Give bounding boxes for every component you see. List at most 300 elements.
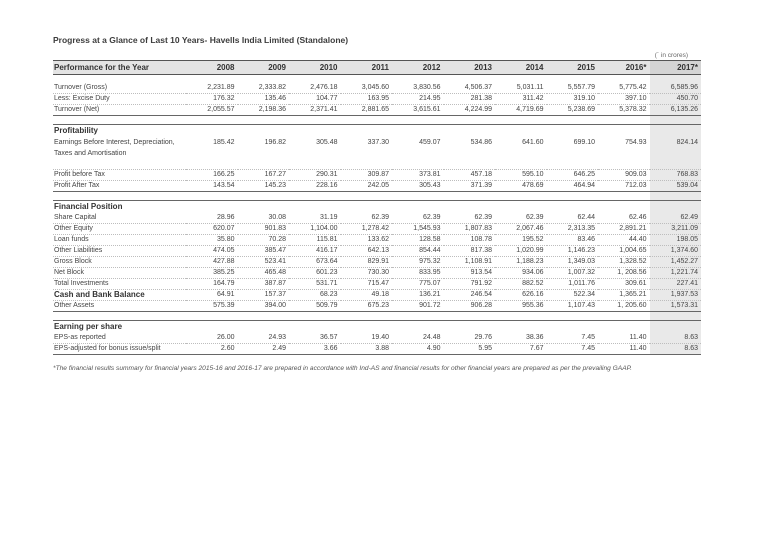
spacer-cell (186, 192, 238, 201)
value-cell: 1,374.60 (650, 246, 702, 257)
empty-cell (547, 201, 599, 214)
spacer-cell (289, 192, 341, 201)
value-cell: 1,107.43 (547, 301, 599, 312)
value-cell: 509.79 (289, 301, 341, 312)
value-cell: 620.07 (186, 224, 238, 235)
value-cell: 19.40 (341, 333, 393, 344)
value-cell: 901.72 (392, 301, 444, 312)
value-cell: 1,452.27 (650, 257, 702, 268)
empty-cell (547, 125, 599, 138)
value-cell: 62.39 (341, 213, 393, 224)
value-cell: 3.88 (341, 344, 393, 355)
value-cell: 906.28 (444, 301, 496, 312)
value-cell: 626.16 (495, 290, 547, 301)
spacer-cell (186, 312, 238, 321)
value-cell: 465.48 (238, 268, 290, 279)
value-cell: 290.31 (289, 170, 341, 181)
value-cell: 5,557.79 (547, 83, 599, 94)
spacer-cell (650, 75, 702, 84)
table-row (53, 301, 701, 312)
value-cell: 49.18 (341, 290, 393, 301)
value-cell: 24.48 (392, 333, 444, 344)
table-row (53, 333, 701, 344)
row-label: Other Equity (53, 224, 186, 235)
value-cell: 2.60 (186, 344, 238, 355)
empty-cell (547, 321, 599, 334)
row-label: Profit before Tax (53, 170, 186, 181)
row-label: Other Liabilities (53, 246, 186, 257)
spacer-cell (341, 192, 393, 201)
value-cell: 459.07 (392, 137, 444, 170)
value-cell: 1,278.42 (341, 224, 393, 235)
value-cell: 44.40 (598, 235, 650, 246)
value-cell: 715.47 (341, 279, 393, 290)
value-cell: 6,585.96 (650, 83, 702, 94)
year-header: 2014 (495, 61, 547, 75)
spacer-cell (392, 192, 444, 201)
empty-cell (392, 201, 444, 214)
row-label: Earnings Before Interest, Depreciation, Taxes and Amortisation (53, 137, 186, 170)
value-cell: 5.95 (444, 344, 496, 355)
value-cell: 2,476.18 (289, 83, 341, 94)
value-cell: 337.30 (341, 137, 393, 170)
spacer-row (53, 312, 701, 321)
table-row (53, 170, 701, 181)
empty-cell (238, 201, 290, 214)
row-label: Loan funds (53, 235, 186, 246)
value-cell: 882.52 (495, 279, 547, 290)
value-cell: 4,719.69 (495, 105, 547, 116)
empty-cell (289, 201, 341, 214)
spacer-cell (341, 312, 393, 321)
value-cell: 601.23 (289, 268, 341, 279)
spacer-cell (238, 312, 290, 321)
row-label: Less: Excise Duty (53, 94, 186, 105)
row-label: Total Investments (53, 279, 186, 290)
table-row (53, 213, 701, 224)
value-cell: 11.40 (598, 333, 650, 344)
section-title-row (53, 321, 701, 334)
value-cell: 62.49 (650, 213, 702, 224)
header-row (53, 61, 701, 75)
value-cell: 909.03 (598, 170, 650, 181)
value-cell: 1, 208.56 (598, 268, 650, 279)
empty-cell (495, 201, 547, 214)
value-cell: 62.39 (392, 213, 444, 224)
year-header: 2017* (650, 61, 702, 75)
value-cell: 975.32 (392, 257, 444, 268)
empty-cell (341, 125, 393, 138)
value-cell: 416.17 (289, 246, 341, 257)
value-cell: 68.23 (289, 290, 341, 301)
row-label: Net Block (53, 268, 186, 279)
value-cell: 450.70 (650, 94, 702, 105)
value-cell: 195.52 (495, 235, 547, 246)
value-cell: 64.91 (186, 290, 238, 301)
value-cell: 3.66 (289, 344, 341, 355)
value-cell: 675.23 (341, 301, 393, 312)
section-title-row (53, 201, 701, 214)
value-cell: 934.06 (495, 268, 547, 279)
value-cell: 62.39 (444, 213, 496, 224)
value-cell: 305.48 (289, 137, 341, 170)
value-cell: 5,775.42 (598, 83, 650, 94)
table-row (53, 279, 701, 290)
value-cell: 309.87 (341, 170, 393, 181)
value-cell: 163.95 (341, 94, 393, 105)
year-header: 2009 (238, 61, 290, 75)
value-cell: 5,378.32 (598, 105, 650, 116)
value-cell: 1,146.23 (547, 246, 599, 257)
header-label: Performance for the Year (53, 61, 186, 75)
value-cell: 2,371.41 (289, 105, 341, 116)
value-cell: 833.95 (392, 268, 444, 279)
value-cell: 2,313.35 (547, 224, 599, 235)
value-cell: 2,231.89 (186, 83, 238, 94)
table-row (53, 235, 701, 246)
table-row (53, 246, 701, 257)
row-label: Turnover (Net) (53, 105, 186, 116)
spacer-cell (650, 192, 702, 201)
value-cell: 534.86 (444, 137, 496, 170)
spacer-cell (53, 312, 186, 321)
value-cell: 1,020.99 (495, 246, 547, 257)
value-cell: 1,108.91 (444, 257, 496, 268)
value-cell: 2,881.65 (341, 105, 393, 116)
table-row (53, 94, 701, 105)
value-cell: 24.93 (238, 333, 290, 344)
spacer-row (53, 75, 701, 84)
value-cell: 754.93 (598, 137, 650, 170)
value-cell: 3,211.09 (650, 224, 702, 235)
value-cell: 311.42 (495, 94, 547, 105)
row-label: Profit After Tax (53, 181, 186, 192)
spacer-row (53, 192, 701, 201)
table-row (53, 83, 701, 94)
empty-cell (598, 201, 650, 214)
value-cell: 145.23 (238, 181, 290, 192)
value-cell: 642.13 (341, 246, 393, 257)
spacer-cell (650, 312, 702, 321)
value-cell: 2,333.82 (238, 83, 290, 94)
value-cell: 128.58 (392, 235, 444, 246)
value-cell: 1,104.00 (289, 224, 341, 235)
value-cell: 1,328.52 (598, 257, 650, 268)
value-cell: 1,007.32 (547, 268, 599, 279)
value-cell: 646.25 (547, 170, 599, 181)
value-cell: 901.83 (238, 224, 290, 235)
empty-cell (444, 321, 496, 334)
value-cell: 394.00 (238, 301, 290, 312)
value-cell: 143.54 (186, 181, 238, 192)
spacer-cell (238, 75, 290, 84)
value-cell: 595.10 (495, 170, 547, 181)
spacer-cell (495, 116, 547, 125)
spacer-cell (547, 312, 599, 321)
row-label: EPS-adjusted for bonus issue/split (53, 344, 186, 355)
value-cell: 824.14 (650, 137, 702, 170)
value-cell: 385.47 (238, 246, 290, 257)
value-cell: 7.45 (547, 344, 599, 355)
value-cell: 62.44 (547, 213, 599, 224)
value-cell: 575.39 (186, 301, 238, 312)
value-cell: 1,937.53 (650, 290, 702, 301)
table-row (53, 257, 701, 268)
empty-cell (238, 321, 290, 334)
year-header: 2012 (392, 61, 444, 75)
empty-cell (186, 125, 238, 138)
value-cell: 246.54 (444, 290, 496, 301)
value-cell: 104.77 (289, 94, 341, 105)
value-cell: 829.91 (341, 257, 393, 268)
spacer-cell (53, 75, 186, 84)
value-cell: 281.38 (444, 94, 496, 105)
value-cell: 1,573.31 (650, 301, 702, 312)
value-cell: 531.71 (289, 279, 341, 290)
value-cell: 38.36 (495, 333, 547, 344)
value-cell: 227.41 (650, 279, 702, 290)
value-cell: 70.28 (238, 235, 290, 246)
value-cell: 115.81 (289, 235, 341, 246)
empty-cell (341, 201, 393, 214)
value-cell: 3,045.60 (341, 83, 393, 94)
spacer-cell (186, 116, 238, 125)
section-title: Financial Position (53, 201, 186, 214)
value-cell: 775.07 (392, 279, 444, 290)
table-row (53, 224, 701, 235)
spacer-cell (238, 116, 290, 125)
empty-cell (444, 201, 496, 214)
table-row (53, 137, 701, 170)
empty-cell (392, 125, 444, 138)
spacer-cell (547, 116, 599, 125)
value-cell: 214.95 (392, 94, 444, 105)
table-row (53, 290, 701, 301)
value-cell: 305.43 (392, 181, 444, 192)
value-cell: 1,365.21 (598, 290, 650, 301)
footnote: *The financial results summary for financial years 2015-16 and 2016-17 are prepared in accordance with Ind-AS and financial results for other financial years are prepared as per the prevailing GAAP. (53, 365, 632, 372)
spacer-cell (53, 116, 186, 125)
spacer-cell (289, 312, 341, 321)
row-label: EPS-as reported (53, 333, 186, 344)
empty-cell (650, 321, 702, 334)
value-cell: 83.46 (547, 235, 599, 246)
value-cell: 135.46 (238, 94, 290, 105)
value-cell: 185.42 (186, 137, 238, 170)
value-cell: 457.18 (444, 170, 496, 181)
section-title-row (53, 125, 701, 138)
value-cell: 2,891.21 (598, 224, 650, 235)
empty-cell (238, 125, 290, 138)
value-cell: 164.79 (186, 279, 238, 290)
value-cell: 4,506.37 (444, 83, 496, 94)
year-header: 2013 (444, 61, 496, 75)
spacer-cell (650, 116, 702, 125)
value-cell: 62.46 (598, 213, 650, 224)
value-cell: 913.54 (444, 268, 496, 279)
table-row (53, 181, 701, 192)
empty-cell (650, 125, 702, 138)
value-cell: 699.10 (547, 137, 599, 170)
value-cell: 7.67 (495, 344, 547, 355)
ten-year-summary-table (53, 60, 701, 355)
spacer-cell (598, 192, 650, 201)
value-cell: 196.82 (238, 137, 290, 170)
value-cell: 2,055.57 (186, 105, 238, 116)
year-header: 2010 (289, 61, 341, 75)
value-cell: 242.05 (341, 181, 393, 192)
unit-note: (` in crores) (654, 52, 688, 59)
value-cell: 30.08 (238, 213, 290, 224)
empty-cell (650, 201, 702, 214)
table-row (53, 105, 701, 116)
value-cell: 28.96 (186, 213, 238, 224)
spacer-cell (547, 192, 599, 201)
empty-cell (186, 201, 238, 214)
value-cell: 309.61 (598, 279, 650, 290)
value-cell: 62.39 (495, 213, 547, 224)
year-header: 2016* (598, 61, 650, 75)
spacer-cell (495, 312, 547, 321)
value-cell: 8.63 (650, 333, 702, 344)
spacer-cell (238, 192, 290, 201)
spacer-cell (598, 75, 650, 84)
value-cell: 133.62 (341, 235, 393, 246)
value-cell: 157.37 (238, 290, 290, 301)
value-cell: 474.05 (186, 246, 238, 257)
value-cell: 385.25 (186, 268, 238, 279)
row-label: Cash and Bank Balance (53, 290, 186, 301)
value-cell: 167.27 (238, 170, 290, 181)
empty-cell (186, 321, 238, 334)
value-cell: 2,198.36 (238, 105, 290, 116)
value-cell: 1,188.23 (495, 257, 547, 268)
spacer-cell (341, 116, 393, 125)
value-cell: 464.94 (547, 181, 599, 192)
page-title: Progress at a Glance of Last 10 Years- Havells India Limited (Standalone) (53, 35, 349, 45)
value-cell: 539.04 (650, 181, 702, 192)
value-cell: 4,224.99 (444, 105, 496, 116)
spacer-cell (444, 192, 496, 201)
value-cell: 5,031.11 (495, 83, 547, 94)
value-cell: 166.25 (186, 170, 238, 181)
spacer-cell (495, 192, 547, 201)
value-cell: 387.87 (238, 279, 290, 290)
value-cell: 673.64 (289, 257, 341, 268)
value-cell: 1,545.93 (392, 224, 444, 235)
spacer-cell (598, 116, 650, 125)
empty-cell (495, 321, 547, 334)
value-cell: 3,615.61 (392, 105, 444, 116)
row-label: Share Capital (53, 213, 186, 224)
year-header: 2011 (341, 61, 393, 75)
spacer-cell (53, 192, 186, 201)
row-label: Gross Block (53, 257, 186, 268)
value-cell: 854.44 (392, 246, 444, 257)
table-row (53, 268, 701, 279)
value-cell: 427.88 (186, 257, 238, 268)
value-cell: 791.92 (444, 279, 496, 290)
section-title: Profitability (53, 125, 186, 138)
value-cell: 228.16 (289, 181, 341, 192)
value-cell: 1,004.65 (598, 246, 650, 257)
value-cell: 319.10 (547, 94, 599, 105)
empty-cell (495, 125, 547, 138)
value-cell: 7.45 (547, 333, 599, 344)
spacer-cell (495, 75, 547, 84)
empty-cell (341, 321, 393, 334)
spacer-cell (289, 116, 341, 125)
value-cell: 522.34 (547, 290, 599, 301)
value-cell: 712.03 (598, 181, 650, 192)
spacer-row (53, 116, 701, 125)
year-header: 2008 (186, 61, 238, 75)
empty-cell (392, 321, 444, 334)
value-cell: 11.40 (598, 344, 650, 355)
value-cell: 198.05 (650, 235, 702, 246)
value-cell: 35.80 (186, 235, 238, 246)
spacer-cell (444, 116, 496, 125)
spacer-cell (392, 75, 444, 84)
spacer-cell (341, 75, 393, 84)
value-cell: 4.90 (392, 344, 444, 355)
year-header: 2015 (547, 61, 599, 75)
table-row (53, 344, 701, 355)
value-cell: 1, 205.60 (598, 301, 650, 312)
value-cell: 3,830.56 (392, 83, 444, 94)
value-cell: 26.00 (186, 333, 238, 344)
empty-cell (289, 125, 341, 138)
value-cell: 1,011.76 (547, 279, 599, 290)
row-label: Other Assets (53, 301, 186, 312)
empty-cell (444, 125, 496, 138)
value-cell: 2.49 (238, 344, 290, 355)
value-cell: 1,221.74 (650, 268, 702, 279)
value-cell: 36.57 (289, 333, 341, 344)
spacer-cell (444, 312, 496, 321)
value-cell: 478.69 (495, 181, 547, 192)
empty-cell (289, 321, 341, 334)
value-cell: 176.32 (186, 94, 238, 105)
value-cell: 6,135.26 (650, 105, 702, 116)
value-cell: 5,238.69 (547, 105, 599, 116)
value-cell: 31.19 (289, 213, 341, 224)
value-cell: 397.10 (598, 94, 650, 105)
value-cell: 523.41 (238, 257, 290, 268)
empty-cell (598, 321, 650, 334)
spacer-cell (289, 75, 341, 84)
spacer-cell (547, 75, 599, 84)
value-cell: 1,807.83 (444, 224, 496, 235)
spacer-cell (598, 312, 650, 321)
value-cell: 136.21 (392, 290, 444, 301)
value-cell: 2,067.46 (495, 224, 547, 235)
value-cell: 641.60 (495, 137, 547, 170)
spacer-cell (444, 75, 496, 84)
value-cell: 29.76 (444, 333, 496, 344)
section-title: Earning per share (53, 321, 186, 334)
value-cell: 373.81 (392, 170, 444, 181)
spacer-cell (392, 116, 444, 125)
spacer-cell (392, 312, 444, 321)
value-cell: 730.30 (341, 268, 393, 279)
value-cell: 371.39 (444, 181, 496, 192)
value-cell: 1,349.03 (547, 257, 599, 268)
value-cell: 817.38 (444, 246, 496, 257)
value-cell: 8.63 (650, 344, 702, 355)
empty-cell (598, 125, 650, 138)
spacer-cell (186, 75, 238, 84)
